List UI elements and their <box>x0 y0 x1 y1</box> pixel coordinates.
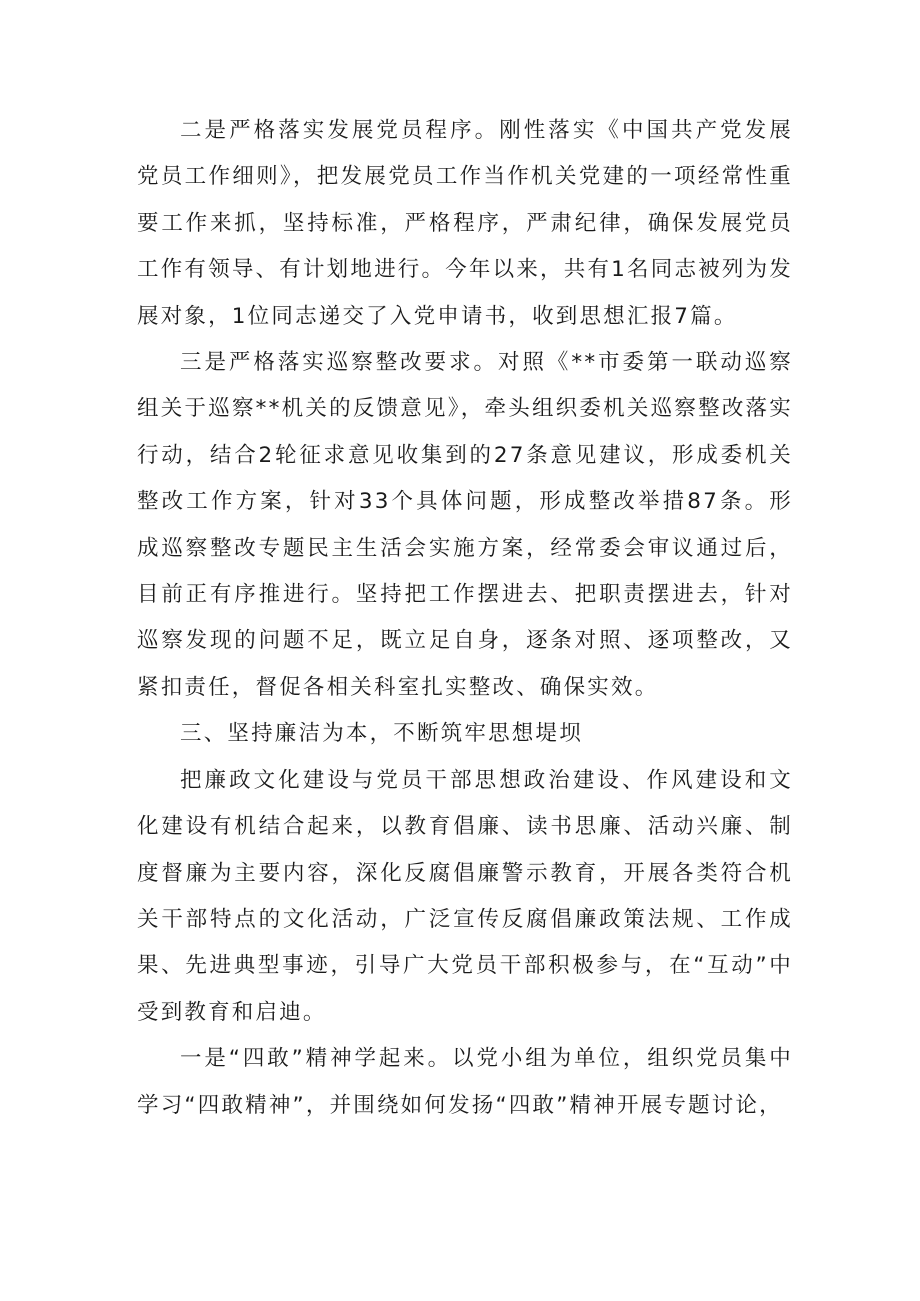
paragraph-integrity-culture: 把廉政文化建设与党员干部思想政治建设、作风建设和文化建设有机结合起来，以教育倡廉、读书思廉、活动兴廉、制度督廉为主要内容，深化反腐倡廉警示教育，开展各类符合机关干部特点的文化活动，广泛宣传反腐倡廉政策法规、工作成果、先进典型事迹，引导广大党员干部积极参与，在“互动”中受到教育和启迪。 <box>137 767 793 1025</box>
paragraph-inspection-rectification: 三是严格落实巡察整改要求。对照《**市委第一联动巡察组关于巡察**机关的反馈意见》，牵头组织委机关巡察整改落实行动，结合2轮征求意见收集到的27条意见建议，形成委机关整改工作方案，针对33个具体问题，形成整改举措87条。形成巡察整改专题民主生活会实施方案，经常委会审议通过后，目前正有序推进行。坚持把工作摆进去、把职责摆进去，针对巡察发现的问题不足，既立足自身，逐条对照、逐项整改，又紧扣责任，督促各相关科室扎实整改、确保实效。 <box>137 350 793 700</box>
paragraph-recruit-members: 二是严格落实发展党员程序。刚性落实《中国共产党发展党员工作细则》，把发展党员工作当作机关党建的一项经常性重要工作来抓，坚持标准，严格程序，严肃纪律，确保发展党员工作有领导、有计划地进行。今年以来，共有1名同志被列为发展对象，1位同志递交了入党申请书，收到思想汇报7篇。 <box>137 118 793 329</box>
section-heading-integrity: 三、坚持廉洁为本，不断筑牢思想堤坝 <box>180 721 583 747</box>
paragraph-four-dares: 一是“四敢”精神学起来。以党小组为单位，组织党员集中学习“四敢精神”，并围绕如何发扬“四敢”精神开展专题讨论， <box>137 1046 793 1118</box>
document-body <box>137 108 793 1129</box>
